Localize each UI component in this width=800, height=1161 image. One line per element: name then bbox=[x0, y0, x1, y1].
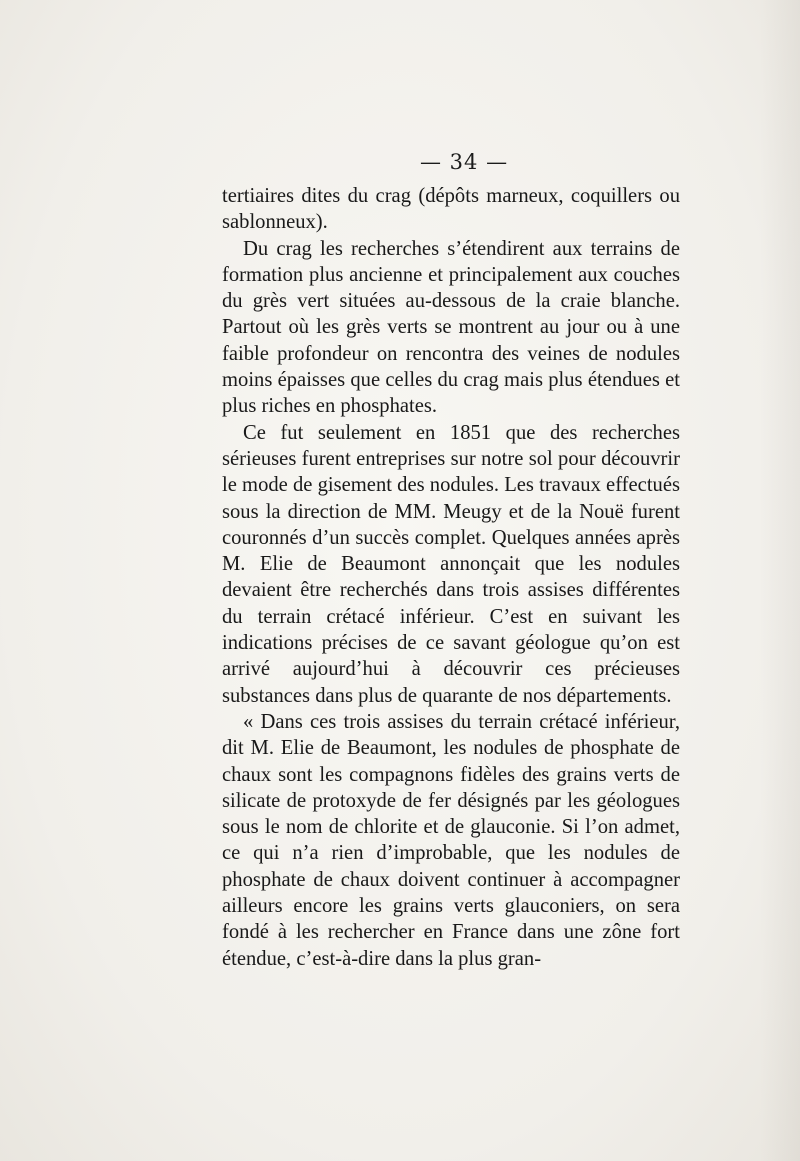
paragraph-1851-recherches: Ce fut seulement en 1851 que des recherches sérieuses furent entreprises sur notre sol pour découvrir le mode de gisement des nodules. Les travaux effectués sous la direction de MM. Meugy et de la Nouë furent couronnés d’un succès complet. Quelques années après M. Elie de Beaumont annonçait que les nodules devaient être recherchés dans trois assises différentes du terrain crétacé inférieur. C’est en suivant les indications précises de ce savant géologue qu’on est arrivé aujourd’hui à découvrir ces précieuses substances dans plus de quarante de nos départements. bbox=[222, 421, 680, 707]
paragraph-quote-elie-de-beaumont: « Dans ces trois assises du terrain crétacé inférieur, dit M. Elie de Beaumont, les nodules de phosphate de chaux sont les compagnons fidèles des grains verts de silicate de protoxyde de fer désignés par les géologues sous le nom de chlorite et de glauconie. Si l’on admet, ce qui n’a rien d’improbable, que les nodules de phosphate de chaux doivent continuer à accompagner ailleurs encore les grains verts glauconiers, on sera fondé à les rechercher en France dans une zône fort étendue, c’est-à-dire dans la plus gran- bbox=[222, 710, 680, 970]
paragraph-crag-gres-vert: Du crag les recherches s’étendirent aux terrains de formation plus ancienne et principalement aux couches du grès vert situées au-dessous de la craie blanche. Partout où les grès verts se montrent au jour ou à une faible profondeur on rencontra des veines de nodules moins épaisses que celles du crag mais plus étendues et plus riches en phosphates. bbox=[222, 237, 680, 418]
paragraph-continuation: tertiaires dites du crag (dépôts marneux, coquillers ou sablonneux). bbox=[222, 185, 680, 234]
page-edge-shadow bbox=[760, 0, 800, 1161]
page-number: — 34 — bbox=[420, 150, 509, 174]
body-text bbox=[222, 183, 680, 972]
